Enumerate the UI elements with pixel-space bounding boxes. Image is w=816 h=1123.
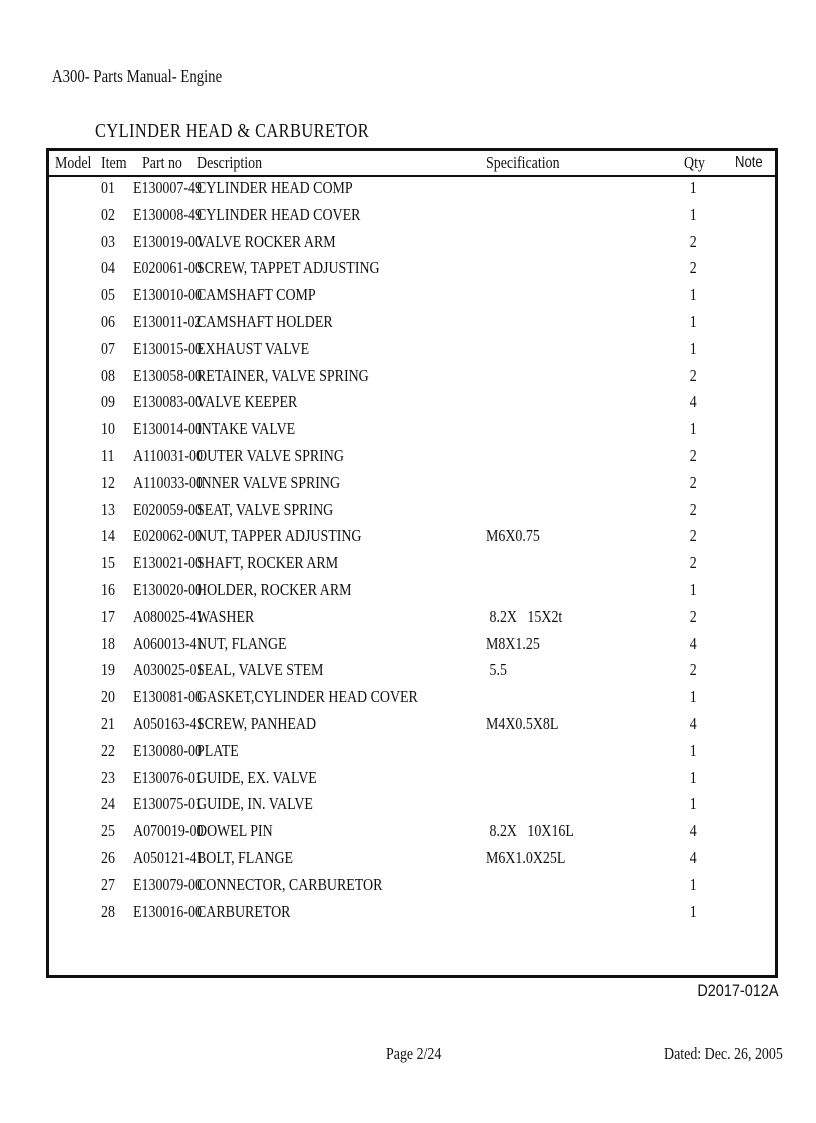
item-number: 26 [101, 848, 115, 867]
item-number: 10 [101, 419, 115, 439]
part-specification: M6X0.75 [486, 526, 540, 546]
table-row [49, 710, 775, 737]
part-description: BOLT, FLANGE [197, 848, 294, 867]
part-description: OUTER VALVE SPRING [197, 446, 344, 465]
part-description: CYLINDER HEAD COVER [197, 204, 361, 224]
part-quantity: 4 [689, 821, 697, 841]
table-row [49, 442, 775, 469]
part-quantity: 2 [689, 446, 697, 465]
part-number: A050163-41 [133, 714, 204, 733]
part-quantity: 1 [689, 338, 697, 358]
part-quantity: 1 [689, 419, 697, 439]
part-quantity: 1 [689, 901, 697, 921]
item-number: 28 [101, 901, 115, 921]
column-header-part-no: Part no [142, 153, 182, 172]
part-number: A110033-00 [133, 472, 203, 492]
part-specification: M6X1.0X25L [486, 848, 566, 867]
table-row [49, 522, 775, 549]
part-specification: 8.2X 10X16L [486, 821, 574, 841]
part-number: E130079-00 [133, 874, 202, 894]
item-number: 02 [101, 204, 115, 224]
part-quantity: 2 [689, 553, 697, 573]
part-quantity: 2 [689, 660, 697, 680]
item-number: 08 [101, 365, 115, 385]
item-number: 12 [101, 472, 115, 492]
part-quantity: 1 [689, 740, 697, 760]
table-row [49, 817, 775, 844]
part-quantity: 4 [689, 848, 697, 867]
part-quantity: 1 [689, 312, 697, 331]
table-row [49, 737, 775, 764]
item-number: 17 [101, 606, 115, 626]
part-quantity: 1 [689, 767, 697, 787]
table-row [49, 362, 775, 389]
part-description: RETAINER, VALVE SPRING [197, 365, 369, 385]
part-number: A050121-41 [133, 848, 204, 867]
part-number: E130083-00 [133, 392, 202, 412]
part-number: E020061-00 [133, 258, 202, 278]
part-quantity: 2 [689, 526, 697, 546]
table-row [49, 790, 775, 817]
part-quantity: 1 [689, 794, 697, 814]
part-specification: 8.2X 15X2t [486, 606, 563, 626]
part-description: CYLINDER HEAD COMP [197, 178, 353, 197]
table-row [49, 174, 775, 201]
item-number: 20 [101, 687, 115, 707]
item-number: 13 [101, 499, 115, 519]
part-quantity: 2 [689, 231, 697, 251]
part-description: GASKET,CYLINDER HEAD COVER [197, 687, 418, 707]
part-description: DOWEL PIN [197, 821, 273, 841]
item-number: 21 [101, 714, 115, 733]
part-description: PLATE [197, 740, 239, 760]
part-number: E130011-02 [133, 312, 202, 331]
table-row [49, 656, 775, 683]
table-row [49, 335, 775, 362]
table-row [49, 549, 775, 576]
part-number: E130058-00 [133, 365, 202, 385]
column-header-qty: Qty [684, 153, 705, 172]
column-header-model: Model [55, 153, 92, 172]
item-number: 01 [101, 178, 115, 197]
part-number: E130014-00 [133, 419, 202, 439]
column-header-description: Description [197, 153, 263, 172]
part-description: SCREW, PANHEAD [197, 714, 317, 733]
part-number: E130015-00 [133, 338, 202, 358]
item-number: 23 [101, 767, 115, 787]
item-number: 16 [101, 580, 115, 599]
part-description: CAMSHAFT COMP [197, 285, 316, 305]
part-specification: 5.5 [486, 660, 507, 680]
part-description: WASHER [197, 606, 255, 626]
column-header-specification: Specification [486, 153, 560, 172]
part-description: CAMSHAFT HOLDER [197, 312, 333, 331]
table-row [49, 228, 775, 255]
part-quantity: 2 [689, 365, 697, 385]
part-description: EXHAUST VALVE [197, 338, 310, 358]
part-number: A060013-41 [133, 633, 204, 653]
part-quantity: 2 [689, 499, 697, 519]
column-header-note: Note [735, 154, 763, 171]
part-description: SEAL, VALVE STEM [197, 660, 324, 680]
table-row [49, 630, 775, 657]
part-number: E130007-49 [133, 178, 202, 197]
table-row [49, 388, 775, 415]
part-quantity: 1 [689, 580, 697, 599]
part-quantity: 1 [689, 204, 697, 224]
part-number: E130010-00 [133, 285, 202, 305]
item-number: 18 [101, 633, 115, 653]
date-stamp: Dated: Dec. 26, 2005 [664, 1044, 783, 1063]
item-number: 05 [101, 285, 115, 305]
part-description: HOLDER, ROCKER ARM [197, 580, 352, 599]
item-number: 15 [101, 553, 115, 573]
part-specification: M8X1.25 [486, 633, 540, 653]
part-number: E130019-00 [133, 231, 202, 251]
part-number: E020059-00 [133, 499, 202, 519]
part-description: INNER VALVE SPRING [197, 472, 341, 492]
part-description: VALVE KEEPER [197, 392, 298, 412]
item-number: 11 [101, 446, 115, 465]
drawing-reference: D2017-012A [696, 981, 778, 1000]
table-row [49, 281, 775, 308]
part-quantity: 1 [689, 178, 697, 197]
section-title: CYLINDER HEAD & CARBURETOR [95, 120, 370, 142]
part-description: CARBURETOR [197, 901, 291, 921]
item-number: 14 [101, 526, 115, 546]
part-description: VALVE ROCKER ARM [197, 231, 336, 251]
part-quantity: 1 [689, 285, 697, 305]
item-number: 25 [101, 821, 115, 841]
table-row [49, 764, 775, 791]
part-quantity: 1 [689, 874, 697, 894]
part-description: INTAKE VALVE [197, 419, 296, 439]
part-quantity: 4 [689, 633, 697, 653]
manual-title: A300- Parts Manual- Engine [52, 66, 223, 86]
part-number: E130020-00 [133, 580, 202, 599]
part-number: E130081-00 [133, 687, 202, 707]
part-specification: M4X0.5X8L [486, 714, 559, 733]
table-row [49, 576, 775, 603]
part-quantity: 4 [689, 714, 697, 733]
part-number: E130008-49 [133, 204, 202, 224]
part-description: SEAT, VALVE SPRING [197, 499, 334, 519]
item-number: 24 [101, 794, 115, 814]
part-number: A070019-00 [133, 821, 204, 841]
part-description: NUT, TAPPER ADJUSTING [197, 526, 362, 546]
part-quantity: 2 [689, 606, 697, 626]
part-number: E130075-01 [133, 794, 202, 814]
part-description: GUIDE, EX. VALVE [197, 767, 317, 787]
item-number: 03 [101, 231, 115, 251]
item-number: 27 [101, 874, 115, 894]
item-number: 19 [101, 660, 115, 680]
part-number: E130080-00 [133, 740, 202, 760]
part-description: SCREW, TAPPET ADJUSTING [197, 258, 380, 278]
part-number: E130076-01 [133, 767, 202, 787]
part-description: NUT, FLANGE [197, 633, 287, 653]
parts-table [46, 148, 778, 978]
table-row [49, 469, 775, 496]
table-row [49, 871, 775, 898]
part-number: E130021-00 [133, 553, 202, 573]
part-number: A080025-41 [133, 606, 204, 626]
table-row [49, 844, 775, 871]
table-row [49, 254, 775, 281]
item-number: 09 [101, 392, 115, 412]
part-number: E130016-00 [133, 901, 202, 921]
part-number: A030025-01 [133, 660, 204, 680]
part-quantity: 2 [689, 472, 697, 492]
table-row [49, 683, 775, 710]
table-row [49, 603, 775, 630]
item-number: 06 [101, 312, 115, 331]
part-description: CONNECTOR, CARBURETOR [197, 874, 383, 894]
table-row [49, 308, 775, 335]
item-number: 04 [101, 258, 115, 278]
table-row [49, 496, 775, 523]
table-row [49, 415, 775, 442]
item-number: 07 [101, 338, 115, 358]
column-header-item: Item [101, 153, 127, 172]
part-number: E020062-00 [133, 526, 202, 546]
part-number: A110031-00 [133, 446, 203, 465]
item-number: 22 [101, 740, 115, 760]
table-row [49, 201, 775, 228]
part-description: GUIDE, IN. VALVE [197, 794, 313, 814]
part-quantity: 2 [689, 258, 697, 278]
table-row [49, 898, 775, 925]
part-quantity: 4 [689, 392, 697, 412]
part-quantity: 1 [689, 687, 697, 707]
part-description: SHAFT, ROCKER ARM [197, 553, 339, 573]
page-number: Page 2/24 [386, 1044, 442, 1063]
